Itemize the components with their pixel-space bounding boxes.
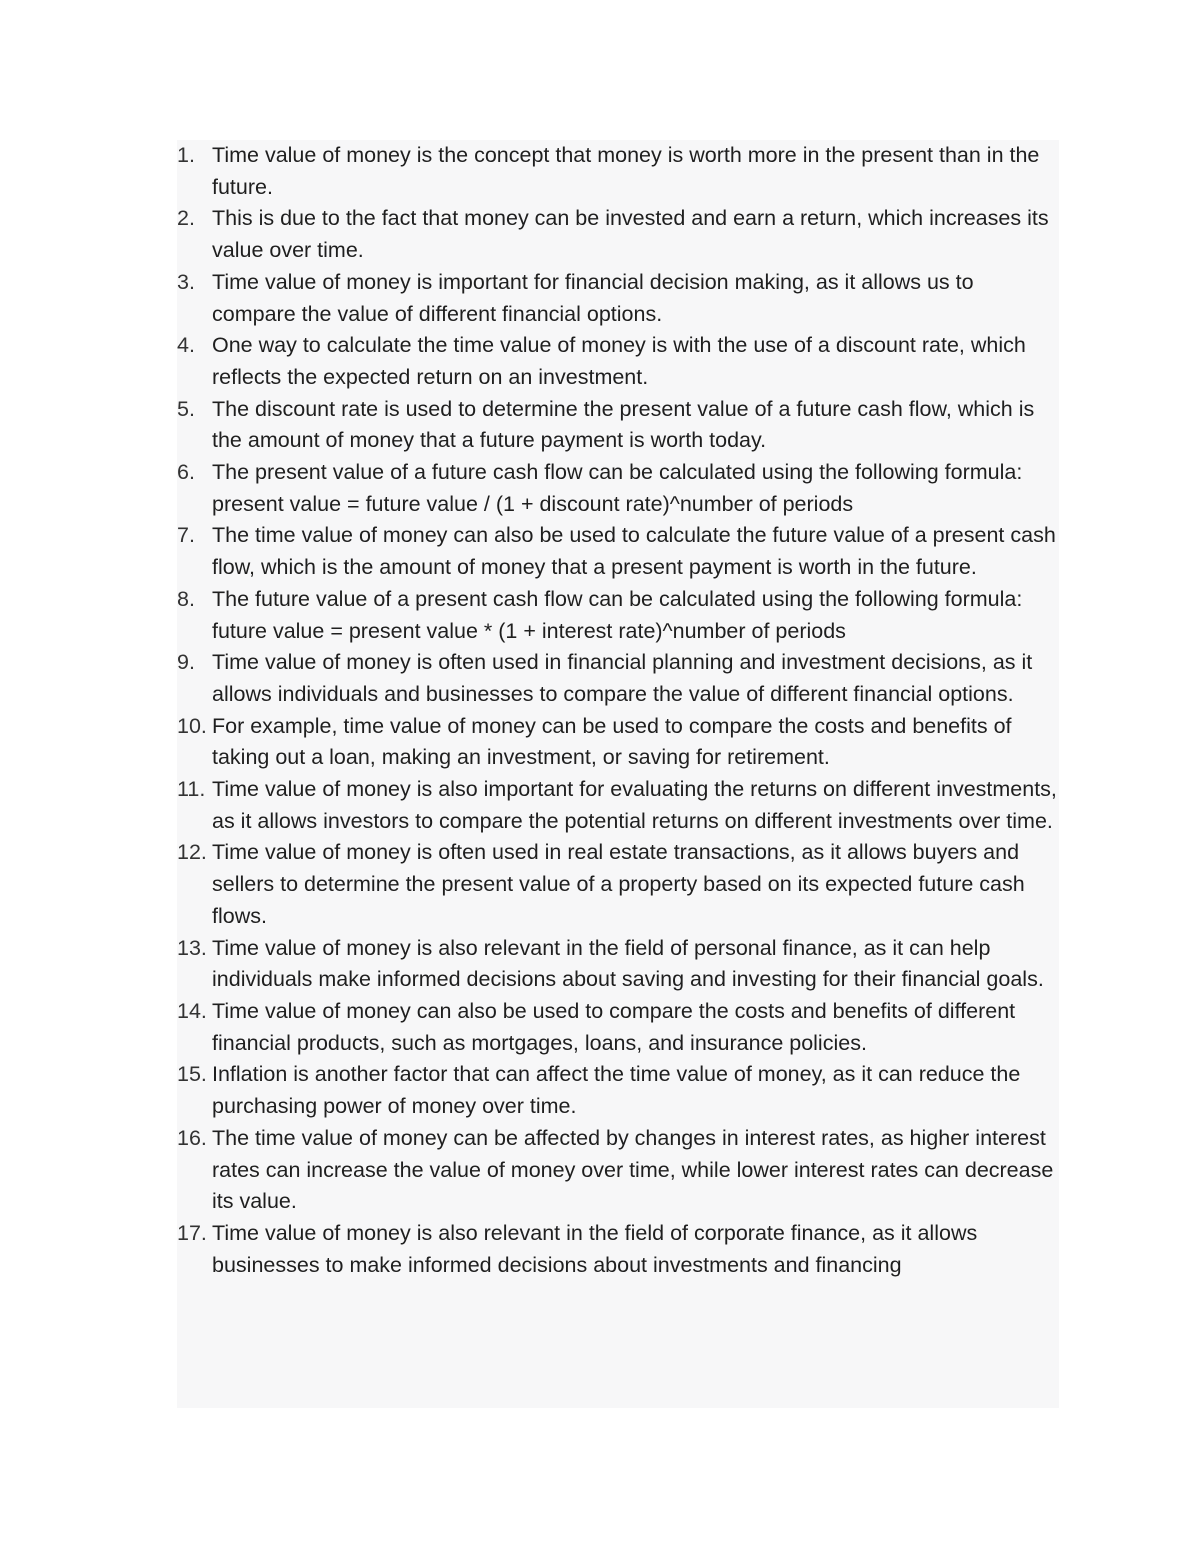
- item-number: 16.: [177, 1125, 207, 1150]
- item-number: 14.: [177, 998, 207, 1023]
- item-number: 1.: [177, 143, 195, 167]
- item-number: 13.: [177, 935, 207, 960]
- item-number: 7.: [177, 523, 195, 548]
- item-number: 10.: [177, 713, 207, 738]
- document-text-block: [177, 140, 1059, 1408]
- item-number: 17.: [177, 1220, 207, 1245]
- item-number: 8.: [177, 586, 195, 611]
- item-text: One way to calculate the time value of money is with the use of a discount rate, which reflects the expected return on an investment.: [212, 333, 1026, 389]
- list-item: [177, 584, 1059, 647]
- item-text: Inflation is another factor that can affect the time value of money, as it can reduce the purchasing power of money over time.: [212, 1062, 1021, 1119]
- item-number: 11.: [177, 777, 206, 802]
- item-number: 12.: [177, 840, 207, 865]
- list-item: [177, 711, 1059, 774]
- list-item: [177, 837, 1059, 932]
- list-item: [177, 520, 1059, 583]
- item-number: 9.: [177, 650, 195, 675]
- list-item: [177, 933, 1059, 996]
- list-item: [177, 394, 1059, 457]
- list-item: [177, 774, 1059, 837]
- list-item: [177, 1059, 1059, 1122]
- list-item: [177, 457, 1059, 520]
- item-number: 2.: [177, 206, 195, 231]
- list-item: [177, 996, 1059, 1059]
- item-text: The present value of a future cash flow can be calculated using the following formula: present value = future value / (1 + discount rate)^number of periods: [212, 460, 1023, 516]
- item-number: 15.: [177, 1062, 207, 1087]
- list-item: [177, 267, 1059, 330]
- item-text: The time value of money can also be used to calculate the future value of a present cash flow, which is the amount of money that a present payment is worth in the future.: [212, 523, 1056, 580]
- item-text: Time value of money is also relevant in the field of corporate finance, as it allows businesses to make informed decisions about investments and financing: [212, 1220, 978, 1277]
- item-text: Time value of money can also be used to compare the costs and benefits of different financial products, such as mortgages, loans, and insurance policies.: [212, 998, 1016, 1055]
- list-item: [177, 1123, 1059, 1218]
- item-number: 6.: [177, 460, 195, 485]
- item-text: The future value of a present cash flow can be calculated using the following formula: future value = present value * (1 + interest rate)^number of periods: [212, 586, 1023, 643]
- list-item: [177, 1218, 1059, 1281]
- list-item: [177, 330, 1059, 393]
- item-text: Time value of money is also relevant in the field of personal finance, as it can help individuals make informed decisions about saving and investing for their financial goals.: [212, 935, 1044, 992]
- item-text: The time value of money can be affected by changes in interest rates, as higher interest rates can increase the value of money over time, while lower interest rates can decrease its value.: [212, 1125, 1054, 1214]
- list-item: [177, 203, 1059, 266]
- item-number: 4.: [177, 333, 195, 358]
- item-number: 5.: [177, 396, 195, 421]
- item-text: Time value of money is important for financial decision making, as it allows us to compare the value of different financial options.: [212, 269, 974, 326]
- item-text: Time value of money is also important for evaluating the returns on different investments, as it allows investors to compare the potential returns on different investments over time.: [212, 777, 1057, 833]
- item-text: For example, time value of money can be used to compare the costs and benefits of taking out a loan, making an investment, or saving for retirement.: [212, 713, 1012, 770]
- numbered-list: [177, 140, 1059, 1281]
- item-number: 3.: [177, 269, 195, 294]
- item-text: The discount rate is used to determine the present value of a future cash flow, which is the amount of money that a future payment is worth today.: [212, 396, 1035, 453]
- item-text: Time value of money is often used in real estate transactions, as it allows buyers and sellers to determine the present value of a property based on its expected future cash flows.: [212, 840, 1025, 928]
- item-text: Time value of money is often used in financial planning and investment decisions, as it allows individuals and businesses to compare the value of different financial options.: [212, 650, 1033, 706]
- list-item: [177, 647, 1059, 710]
- item-text: This is due to the fact that money can be invested and earn a return, which increases its value over time.: [212, 206, 1049, 263]
- list-item: [177, 140, 1059, 203]
- item-text: Time value of money is the concept that money is worth more in the present than in the future.: [212, 143, 1040, 199]
